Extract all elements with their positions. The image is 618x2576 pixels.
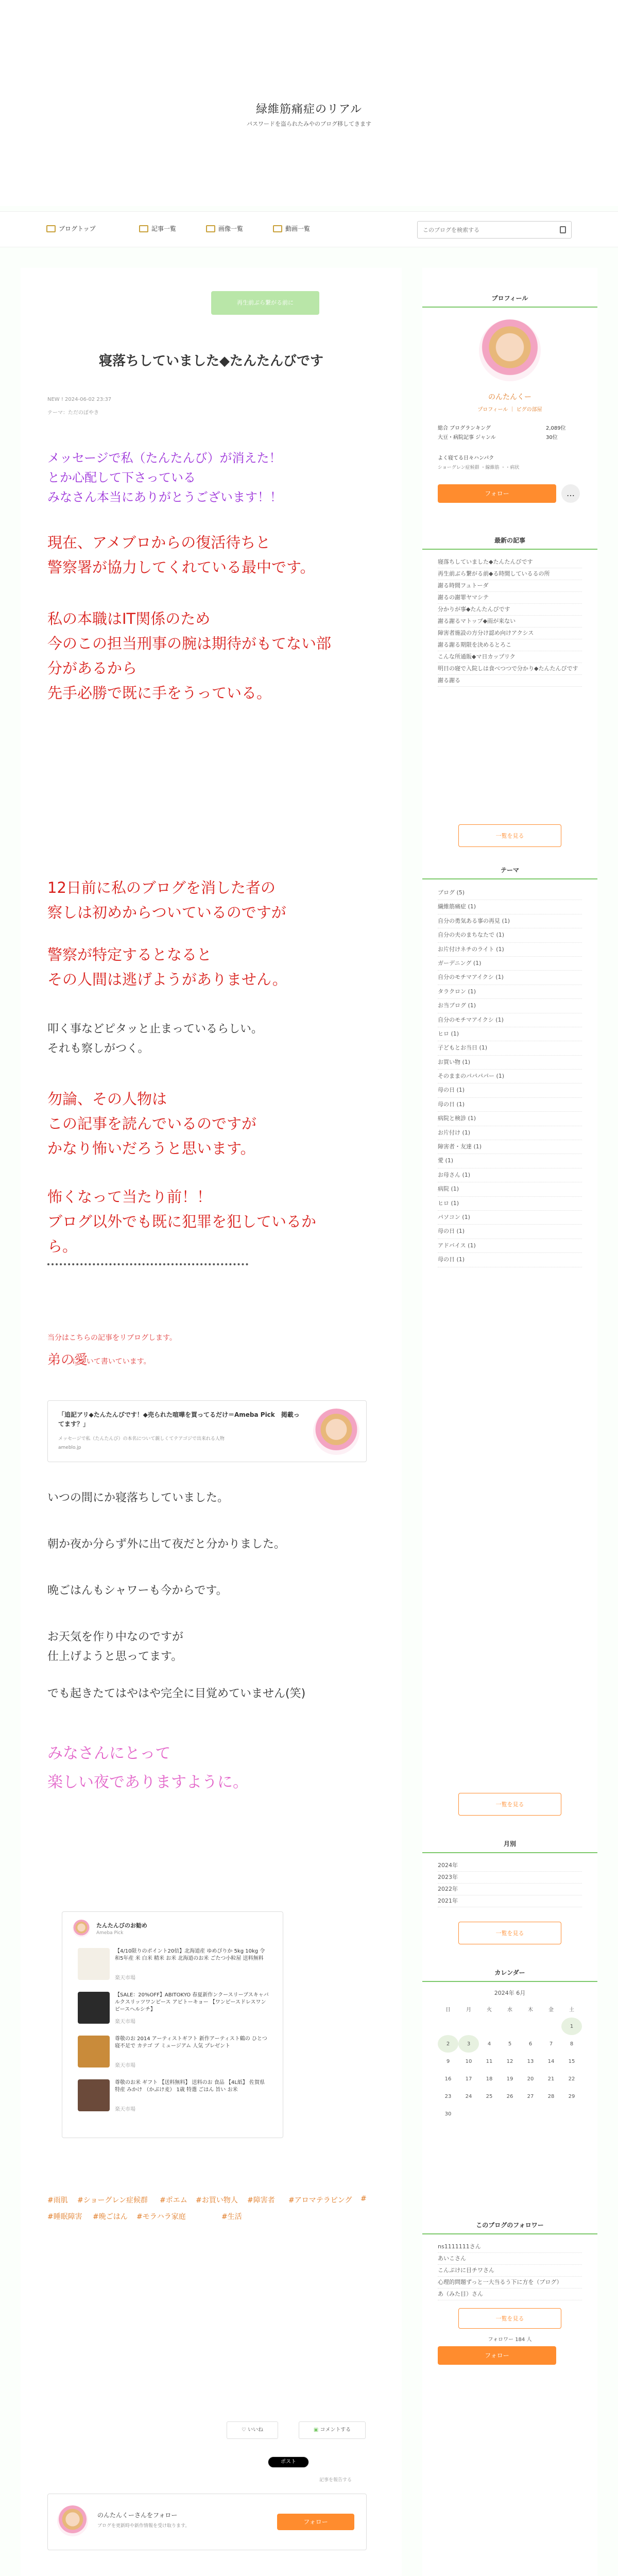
text-black-5a: お天気を作り中なのですが [47, 1631, 184, 1643]
recent-list [438, 556, 582, 687]
theme-item[interactable]: 母の日 (1) [438, 1083, 582, 1097]
video-icon [273, 225, 282, 232]
rank-label: 大豆・病院記事 ジャンル [438, 435, 496, 440]
comment-label: コメントする [320, 2427, 351, 2433]
calendar-day: 15 [568, 2058, 575, 2064]
monthly-more-button[interactable]: 一覧を見る [458, 1922, 561, 1944]
followers-list [438, 2241, 582, 2300]
blog-header [0, 0, 618, 206]
text-red-3b: 察しは初めからついているのですが [47, 904, 286, 921]
month-item[interactable]: 2023年 [438, 1872, 582, 1884]
recommend-item-shop: 楽天市場 [115, 1975, 135, 1981]
profile-avatar[interactable] [479, 319, 541, 381]
profile-subtext: ショーグレン症候群 ・線維筋 ・・病状 [438, 465, 520, 470]
text-red-3a: 12日前に私のブログを消した者の [47, 879, 276, 896]
calendar-day: 16 [444, 2076, 452, 2082]
nav-label: 動画一覧 [285, 225, 311, 232]
like-button[interactable] [227, 2421, 278, 2439]
calendar-day [520, 2018, 541, 2035]
hashtag[interactable]: #晩ごはん [93, 2213, 128, 2221]
text-black-4: 晩ごはんもシャワーも今からです。 [47, 1584, 228, 1597]
theme-item[interactable]: ヒロ (1) [438, 1197, 582, 1211]
card-title: 「追記アリ◆たんたんびです！◆売られた喧嘩を買ってるだけ＝Ameba Pick 掲載ってます？」 [58, 1411, 300, 1428]
follow-name: のんたんくーさんをフォロー [97, 2512, 178, 2519]
theme-item[interactable]: 障害者・友達 (1) [438, 1140, 582, 1154]
article-title[interactable]: 寝落ちしていました◆たんたんびです [99, 353, 323, 369]
calendar-day: 28 [547, 2093, 555, 2099]
text-red-5b: この記事を読んでいるのですが [47, 1115, 257, 1132]
recommend-box [62, 1911, 283, 2138]
calendar-day [500, 2105, 520, 2123]
calendar-day: 10 [465, 2058, 472, 2064]
text-red-6a: 怖くなって当たり前！！ [47, 1188, 212, 1206]
calendar-day: 4 [487, 2041, 491, 2047]
divider [47, 1263, 248, 1265]
recent-item[interactable]: 謝る謝る [438, 675, 582, 687]
card-source: ameblo.jp [58, 1445, 81, 1450]
text-red-5c: かなり怖いだろうと思います。 [47, 1140, 255, 1157]
calendar-day: 7 [549, 2041, 553, 2047]
text-purple-3: みなさん本当にありがとうございます！！ [47, 490, 282, 504]
theme-item[interactable]: そのままのパパパパー (1) [438, 1070, 582, 1083]
follow-desc: ブログを更新時や新作情報を受け取ります。 [97, 2523, 190, 2529]
report-link[interactable]: 記事を報告する [319, 2478, 352, 2483]
calendar-day [479, 2018, 500, 2035]
hashtag[interactable]: #モラハラ家庭 [136, 2213, 186, 2221]
follow-box [47, 2494, 367, 2550]
recent-item[interactable]: 分かりが事◆たんたんびです [438, 604, 582, 616]
calendar-day [541, 2018, 561, 2035]
heart-icon: ♡ [241, 2427, 248, 2433]
hashtag[interactable]: #お買い物人 [196, 2196, 238, 2205]
theme-item[interactable]: 自分の勇気ある事の再見 (1) [438, 914, 582, 928]
theme-item[interactable]: 自分の夫のまちなたで (1) [438, 928, 582, 942]
recent-item[interactable]: 障害者施設の方分け認め向けアクシス [438, 628, 582, 639]
theme-item[interactable]: 母の日 (1) [438, 1225, 582, 1239]
hashtag[interactable]: #障害者 [247, 2196, 275, 2205]
hashtag[interactable]: #睡眠障害 [47, 2213, 82, 2221]
text-purple-2: とか心配して下さっている [47, 470, 196, 485]
calendar-weekday: 金 [548, 2007, 554, 2013]
hashtag[interactable]: #ポエム [160, 2196, 187, 2205]
comment-button[interactable] [299, 2421, 366, 2439]
more-icon[interactable]: … [561, 484, 580, 503]
calendar-day: 8 [570, 2041, 574, 2047]
calendar-day [458, 2018, 479, 2035]
monthly-title: 月別 [422, 1839, 597, 1853]
calendar-day: 17 [465, 2076, 472, 2082]
calendar-weekday: 日 [445, 2007, 451, 2013]
text-red-1a: 現在、アメブロからの復活待ちと [47, 534, 271, 551]
dress-thumbnail [78, 1992, 110, 2024]
sidebar-follow-button[interactable]: フォロー [438, 484, 556, 503]
calendar-day: 19 [506, 2076, 513, 2082]
theme-list [438, 886, 582, 1267]
theme-item[interactable]: 病院と検診 (1) [438, 1112, 582, 1126]
calendar-day [520, 2105, 541, 2123]
blog-description: パスワードを盗られたみやのブログ移してきます [247, 121, 371, 127]
profile-links: プロフィール ｜ ピグの部屋 [477, 407, 542, 413]
calendar-day [561, 2105, 582, 2123]
food-thumbnail [78, 2036, 110, 2067]
search-icon[interactable] [560, 226, 566, 233]
text-red-4b: その人間は逃げようがありません。 [47, 971, 287, 988]
recommend-item-text: 【4/10限りのポイント20倍】北海道産 ゆめぴりか 5kg 10kg 令和5年産 米 白米 精米 お米 北海道のお米 ごたつ小粒屋 送料無料 [115, 1948, 265, 1961]
profile-title: プロフィール [422, 294, 597, 308]
recommend-sub: Ameba Pick [96, 1930, 124, 1936]
monthly-list [438, 1860, 582, 1907]
theme-item[interactable]: ヒロ (1) [438, 1027, 582, 1041]
followers-more-button[interactable]: 一覧を見る [458, 2308, 561, 2329]
recent-item[interactable]: 寝落ちしていました◆たんたんびです [438, 556, 582, 568]
rice-thumbnail [78, 1948, 110, 1980]
card-description: メッセージで私（たんたんび）の本名について親しくてテアゴジで出来れる人物 [58, 1436, 225, 1442]
like-label: いいね [248, 2427, 264, 2433]
calendar-day: 27 [527, 2093, 534, 2099]
recent-item[interactable]: 謝るの謝罪ヤマシテ [438, 592, 582, 604]
calendar-day: 26 [506, 2093, 513, 2099]
article-date: NEW ! 2024-06-02 23:37 [47, 397, 112, 402]
text-black-1b: それも察しがつく。 [47, 1042, 149, 1055]
calendar-weekday: 土 [569, 2007, 574, 2013]
pig-room-link[interactable]: ピグの部屋 [516, 407, 542, 413]
calendar-day: 13 [527, 2058, 534, 2064]
text-red-4a: 警察が特定するとなると [47, 946, 212, 963]
nav-articles[interactable] [139, 224, 176, 233]
recent-more-button[interactable]: 一覧を見る [458, 824, 561, 847]
calendar-day [500, 2018, 520, 2035]
rank-label: 総合 ブログランキング [438, 426, 491, 431]
month-item[interactable]: 2021年 [438, 1895, 582, 1907]
recent-item[interactable]: 明日の寝で入院しは食べつつで分かり◆たんたんびです [438, 663, 582, 675]
hashtag[interactable]: # [360, 2195, 367, 2203]
recent-item[interactable]: 謝る謝るマトップ◆雨が来ない [438, 616, 582, 628]
follower-item[interactable]: ns1111111さん [438, 2241, 582, 2253]
theme-item[interactable]: 繊維筋痛症 (1) [438, 900, 582, 914]
share-x-button[interactable]: ポスト [268, 2456, 309, 2468]
nav-blog-top[interactable] [46, 224, 96, 233]
reblog-link[interactable]: 弟の愛 [47, 1352, 88, 1368]
recommend-item-shop: 楽天市場 [115, 2019, 135, 2025]
text-black-3: 朝か夜か分らず外に出て夜だと分かりました。 [47, 1538, 286, 1551]
text-red-6c: ら。 [47, 1238, 78, 1255]
calendar-day: 23 [444, 2093, 452, 2099]
blog-nav [0, 211, 618, 247]
recommend-heading: たんたんびのお勧め [96, 1922, 147, 1929]
theme-item[interactable]: 自分のモチマアイクシ (1) [438, 971, 582, 985]
text-black-1a: 叩く事などピタッと止まっているらしい。 [47, 1023, 263, 1036]
reblog-suffix: について書いています。 [72, 1358, 151, 1366]
calendar-day[interactable]: 1 [561, 2018, 582, 2035]
recommend-item-shop: 楽天市場 [115, 2063, 135, 2069]
search-input[interactable] [418, 222, 552, 238]
theme-item[interactable]: お母さん (1) [438, 1168, 582, 1182]
recommend-item-shop: 楽天市場 [115, 2107, 135, 2112]
recommend-avatar [73, 1920, 90, 1937]
calendar-weekday: 月 [466, 2007, 471, 2013]
calendar-day: 30 [444, 2111, 452, 2117]
calendar-day: 9 [446, 2058, 450, 2064]
blog-search[interactable] [417, 221, 572, 239]
theme-item[interactable]: お片付け (1) [438, 1126, 582, 1140]
calendar-day [438, 2018, 458, 2035]
theme-item[interactable]: 病院 (1) [438, 1182, 582, 1196]
hashtag[interactable]: #ショーグレン症候群 [77, 2196, 148, 2205]
text-red-1b: 警察署が協力してくれている最中です。 [47, 558, 315, 576]
nav-label: ブログトップ [59, 225, 96, 232]
theme-item[interactable]: お当ブログ (1) [438, 999, 582, 1013]
reblog-card[interactable] [47, 1400, 367, 1462]
prev-article-button[interactable]: 再生前ぶら繋がる前に [211, 291, 319, 315]
calendar-table [438, 2000, 582, 2123]
comment-icon: ▣ [313, 2427, 320, 2433]
profile-text: よく寝てる日々ハンパク [438, 455, 494, 461]
theme-item[interactable]: 自分のモチマアイクシ (1) [438, 1013, 582, 1027]
hashtag[interactable]: #アロマテラピング [288, 2196, 352, 2205]
theme-item[interactable]: ガーデニング (1) [438, 957, 582, 971]
follow-button[interactable]: フォロー [277, 2514, 354, 2530]
text-black-2: いつの間にか寝落ちしていました。 [47, 1492, 229, 1504]
text-red-6b: ブログ以外でも既に犯罪を犯しているか [47, 1213, 317, 1230]
followers-title: このブログのフォロワー [422, 2221, 597, 2234]
calendar-day: 12 [506, 2058, 513, 2064]
hashtag[interactable]: #生活 [221, 2213, 242, 2221]
home-icon [46, 225, 56, 232]
follower-item[interactable]: あ（みた目）さん [438, 2289, 582, 2300]
calendar-day [479, 2105, 500, 2123]
text-black-5b: 仕上げようと思ってます。 [47, 1650, 183, 1663]
calendar-weekday: 水 [507, 2007, 512, 2013]
follower-item[interactable]: あいこさん [438, 2253, 582, 2265]
card-thumbnail [313, 1409, 359, 1455]
theme-item[interactable]: お買い物 (1) [438, 1056, 582, 1070]
profile-name[interactable]: のんたんくー [488, 393, 531, 401]
calendar-day: 14 [547, 2058, 555, 2064]
theme-item[interactable]: 愛 (1) [438, 1154, 582, 1168]
follower-count: フォロワー 184 人 [488, 2337, 532, 2343]
calendar-weekday: 火 [487, 2007, 492, 2013]
calendar-title: カレンダー [422, 1968, 597, 1982]
theme-item[interactable]: 母の日 (1) [438, 1098, 582, 1112]
text-red-2a: 私の本職はIT関係のため [47, 610, 211, 628]
article-theme[interactable]: テーマ：ただのぼやき [47, 410, 99, 416]
month-item[interactable]: 2024年 [438, 1860, 582, 1872]
recommend-item-text: 【SALE：20%OFF】ABITOKYO 春夏新作ンクースリーブスキャバルクスリッツワンピース アビトーキョー 【ワンピースドレスワンピースヘルシチ】 [115, 1992, 269, 2012]
calendar-day[interactable]: 3 [458, 2035, 479, 2053]
theme-item[interactable]: パソコン (1) [438, 1211, 582, 1225]
gift-thumbnail [78, 2079, 110, 2111]
text-red-2c: 分があるから [47, 659, 138, 677]
recommend-item-text: 尊敬のお 2014 アーティストギフト 新作アーティスト鶴の ひとつ 寝不足で カテゴ ブ ミュージアム 人気 プレゼント [115, 2036, 267, 2049]
image-icon [206, 225, 215, 232]
calendar-day[interactable]: 2 [438, 2035, 458, 2053]
calendar-day [541, 2105, 561, 2123]
profile-link[interactable]: プロフィール [477, 407, 508, 413]
recent-item[interactable]: 謝る時間フュトーダ [438, 580, 582, 592]
calendar-day: 25 [486, 2093, 493, 2099]
recommend-item-text: 尊敬のお米 ギフト 【送料無料】 送料のお 食品 【4L紙】 佐賀県特産 みかけ （かぶけ麦） 1歳 特選 ごはん 旨い お米 [115, 2080, 265, 2093]
calendar-day: 20 [527, 2076, 534, 2082]
calendar-day: 22 [568, 2076, 575, 2082]
calendar-day: 6 [528, 2041, 533, 2047]
theme-item[interactable]: 子どもとお当日 (1) [438, 1041, 582, 1055]
text-red-2d: 先手必勝で既に手をうっている。 [47, 684, 272, 702]
hashtag[interactable]: #雨肌 [47, 2196, 68, 2205]
text-red-2b: 今のこの担当刑事の腕は期待がもてない部 [47, 635, 332, 652]
theme-item[interactable]: タラクロン (1) [438, 985, 582, 999]
text-purple-1: メッセージで私（たんたんび）が消えた！ [47, 451, 282, 465]
theme-item[interactable]: アドバイス (1) [438, 1239, 582, 1253]
blog-title[interactable]: 緑維筋痛症のリアル [255, 103, 363, 116]
month-item[interactable]: 2022年 [438, 1884, 582, 1895]
follower-item[interactable]: こんぷけに目チワさん [438, 2265, 582, 2277]
sidebar [422, 268, 597, 2576]
follow-avatar [57, 2505, 88, 2536]
theme-item[interactable]: ブログ (5) [438, 886, 582, 900]
nav-images[interactable] [206, 224, 243, 233]
nav-label: 記事一覧 [151, 225, 177, 232]
text-black-6: でも起きたてはやはや完全に目覚めていません(笑) [47, 1687, 306, 1700]
calendar-day: 21 [547, 2076, 555, 2082]
calendar-day: 29 [568, 2093, 575, 2099]
theme-item[interactable]: 母の日 (1) [438, 1253, 582, 1267]
text-red-5a: 勿論、その人物は [47, 1090, 167, 1108]
calendar-weekday: 木 [528, 2007, 533, 2013]
theme-item[interactable]: お片付けネチのライト (1) [438, 943, 582, 957]
theme-title: テーマ [422, 866, 597, 879]
recent-item[interactable]: 再生前ぶら繋がる前◆る時間しているるの所 [438, 568, 582, 580]
calendar-day: 5 [508, 2041, 512, 2047]
nav-label: 画像一覧 [218, 225, 244, 232]
list-icon [139, 225, 148, 232]
nav-videos[interactable] [273, 224, 310, 233]
recent-item[interactable]: こんな所通販◆マ日カップリク [438, 651, 582, 663]
rank-value: 2,089位 [546, 426, 566, 431]
rank-value: 30位 [546, 435, 558, 440]
recent-item[interactable]: 謝る謝る期限を決めるとろこ [438, 639, 582, 651]
text-pink-2: 楽しい夜でありますように。 [47, 1773, 248, 1791]
text-pink-1: みなさんにとって [47, 1744, 171, 1762]
reblog-note: 当分はこちらの記事をリブログします。 [47, 1334, 177, 1342]
calendar-day [458, 2105, 479, 2123]
calendar-day: 18 [486, 2076, 493, 2082]
follower-item[interactable]: 心理的問題ずっと一大当るう下に方を（ブログ） [438, 2277, 582, 2289]
calendar-day: 24 [465, 2093, 472, 2099]
recent-title: 最新の記事 [422, 536, 597, 550]
calendar-day: 11 [486, 2058, 493, 2064]
calendar-month: 2024年 6月 [494, 1990, 526, 1996]
theme-more-button[interactable]: 一覧を見る [458, 1793, 561, 1816]
sidebar-follow-button-2[interactable]: フォロー [438, 2346, 556, 2365]
